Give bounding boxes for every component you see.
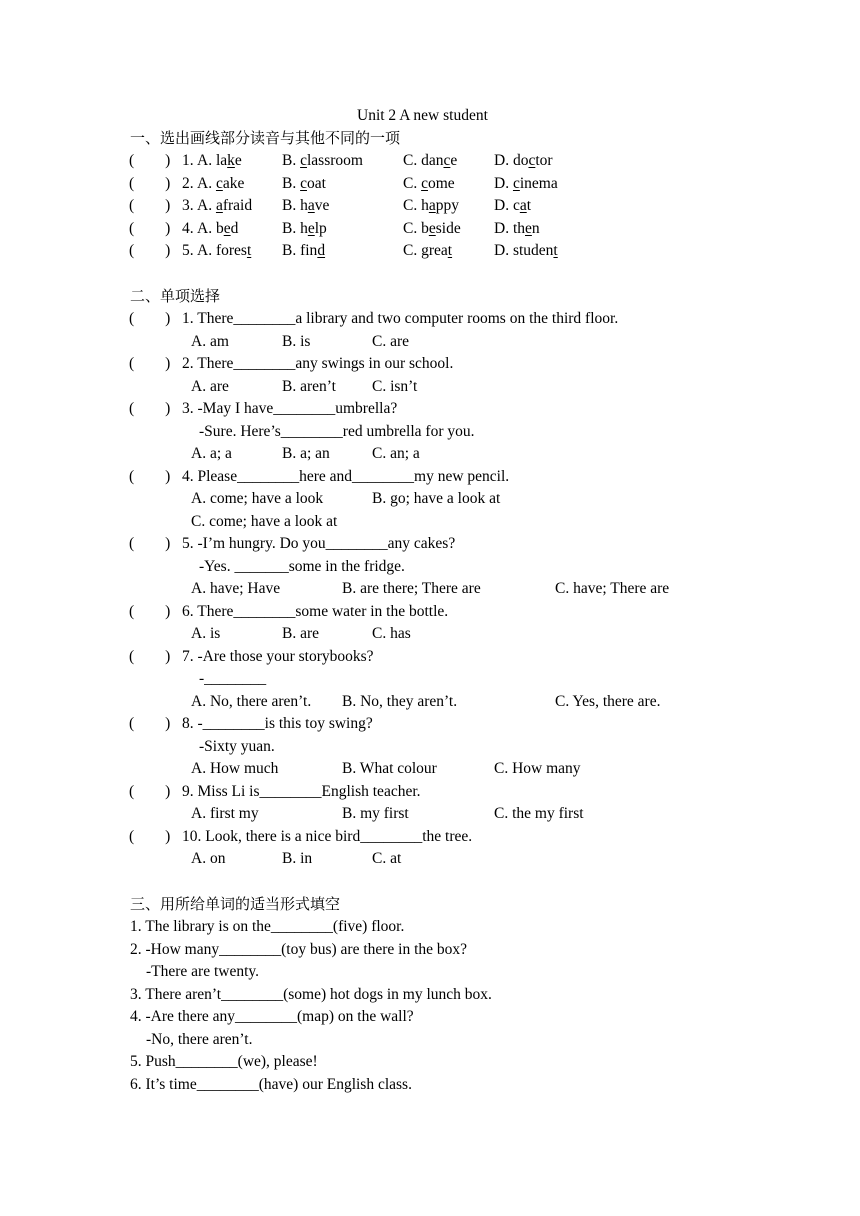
dialogue-line: -Yes. _______some in the fridge.: [199, 557, 405, 575]
fill-in-line: -No, there aren’t.: [146, 1030, 253, 1048]
underlined-letters: t: [553, 242, 558, 259]
choice-option: B. What colour: [342, 760, 437, 777]
dialogue-line: -Sure. Here’s________red umbrella for you.: [199, 422, 475, 440]
option-b: B. find: [282, 242, 326, 259]
choice-option: C. Yes, there are.: [555, 692, 661, 710]
underlined-letters: k: [227, 152, 235, 169]
answer-blank: ( ): [129, 174, 171, 192]
section-1-heading: 一、选出画线部分读音与其他不同的一项: [130, 129, 401, 147]
choice-option: B. are there; There are: [342, 580, 481, 597]
question-text: 10. Look, there is a nice bird________the tree.: [182, 827, 473, 845]
underlined-letters: t: [246, 242, 252, 259]
underlined-letters: c: [443, 152, 451, 169]
option-a: A. bed: [197, 219, 239, 237]
option-c: C. happy: [403, 197, 459, 214]
section-2-heading: 二、单项选择: [130, 287, 221, 305]
choice-option: C. an; a: [372, 445, 420, 462]
answer-blank: ( ): [129, 242, 171, 259]
choice-option: C. at: [372, 850, 402, 867]
fill-in-line: 4. -Are there any________(map) on the wall?: [130, 1008, 414, 1025]
option-b: B. help: [282, 219, 327, 237]
question-text: 9. Miss Li is________English teacher.: [182, 782, 421, 800]
question-text: 3. -May I have________umbrella?: [182, 400, 398, 417]
answer-blank: ( ): [129, 535, 171, 552]
answer-blank: ( ): [129, 400, 171, 417]
choice-option: A. first my: [191, 805, 259, 822]
choice-option: B. is: [282, 332, 311, 350]
option-b: B. classroom: [282, 152, 363, 169]
option-c: C. great: [403, 242, 453, 259]
option-d: D. cat: [494, 197, 532, 214]
option-d: D. cinema: [494, 174, 558, 192]
choice-option: A. am: [191, 332, 229, 350]
underlined-letters: e: [223, 219, 231, 237]
choice-option: B. in: [282, 850, 313, 867]
answer-blank: ( ): [129, 219, 171, 237]
option-d: D. then: [494, 219, 540, 237]
choice-option: C. are: [372, 332, 410, 350]
underlined-letters: c: [215, 174, 223, 192]
question-text: 5. -I’m hungry. Do you________any cakes?: [182, 535, 456, 552]
answer-blank: ( ): [129, 310, 171, 327]
question-text: 4. Please________here and________my new pencil.: [182, 467, 510, 485]
choice-option: B. are: [282, 625, 320, 642]
choice-option: C. have; There are: [555, 580, 670, 597]
dialogue-line: -________: [199, 670, 267, 687]
option-d: D. student: [494, 242, 558, 259]
underlined-letters: c: [300, 174, 307, 192]
underlined-letters: a: [215, 197, 223, 214]
option-c: C. come: [403, 174, 455, 192]
fill-in-line: 1. The library is on the________(five) floor.: [130, 918, 405, 935]
choice-option: A. is: [191, 625, 221, 642]
choice-option: B. go; have a look at: [372, 490, 501, 507]
underlined-letters: a: [519, 197, 527, 214]
underlined-letters: a: [307, 197, 315, 214]
question-text: 7. -Are those your storybooks?: [182, 647, 374, 665]
underlined-letters: c: [421, 174, 428, 192]
underlined-letters: c: [300, 152, 307, 169]
question-text: 2. There________any swings in our school.: [182, 355, 454, 372]
choice-option: B. No, they aren’t.: [342, 692, 458, 710]
underlined-letters: t: [447, 242, 453, 259]
fill-in-line: 6. It’s time________(have) our English class.: [130, 1075, 412, 1093]
fill-in-line: -There are twenty.: [146, 963, 260, 980]
option-c: C. beside: [403, 219, 461, 237]
choice-option: A. No, there aren’t.: [191, 692, 312, 710]
question-number: 5.: [182, 242, 194, 259]
fill-in-line: 5. Push________(we), please!: [130, 1053, 318, 1070]
question-text: 6. There________some water in the bottle.: [182, 602, 449, 620]
question-number: 2.: [182, 174, 194, 192]
underlined-letters: e: [428, 219, 436, 237]
option-b: B. have: [282, 197, 330, 214]
choice-option: A. are: [191, 377, 229, 395]
answer-blank: ( ): [129, 467, 171, 485]
choice-option: B. my first: [342, 805, 409, 822]
option-a: A. afraid: [197, 197, 253, 214]
choice-option: A. have; Have: [191, 580, 281, 597]
page-title: Unit 2 A new student: [357, 107, 488, 124]
option-a: A. lake: [197, 152, 242, 169]
question-number: 4.: [182, 219, 194, 237]
option-b: B. coat: [282, 174, 326, 192]
choice-option: A. on: [191, 850, 226, 867]
choice-option: C. isn’t: [372, 377, 418, 395]
option-a: A. cake: [197, 174, 245, 192]
choice-option: B. a; an: [282, 445, 330, 462]
underlined-letters: c: [512, 174, 520, 192]
option-a: A. forest: [197, 242, 252, 259]
question-number: 1.: [182, 152, 194, 169]
fill-in-line: 2. -How many________(toy bus) are there in the box?: [130, 940, 468, 958]
answer-blank: ( ): [129, 715, 171, 732]
answer-blank: ( ): [129, 152, 171, 169]
answer-blank: ( ): [129, 827, 171, 845]
underlined-letters: d: [317, 242, 326, 259]
underlined-letters: e: [307, 219, 315, 237]
option-c: C. dance: [403, 152, 458, 169]
answer-blank: ( ): [129, 355, 171, 372]
choice-option: B. aren’t: [282, 377, 336, 395]
answer-blank: ( ): [129, 602, 171, 620]
underlined-letters: e: [525, 219, 532, 237]
choice-option: A. a; a: [191, 445, 232, 462]
fill-in-line: 3. There aren’t________(some) hot dogs in my lunch box.: [130, 985, 492, 1003]
answer-blank: ( ): [129, 197, 171, 214]
dialogue-line: -Sixty yuan.: [199, 737, 275, 755]
option-d: D. doctor: [494, 152, 553, 169]
choice-option: C. has: [372, 625, 411, 642]
choice-option: C. the my first: [494, 805, 584, 822]
choice-option: C. come; have a look at: [191, 512, 338, 530]
choice-option: A. come; have a look: [191, 490, 324, 507]
choice-option: C. How many: [494, 760, 581, 777]
answer-blank: ( ): [129, 647, 171, 665]
section-3-heading: 三、用所给单词的适当形式填空: [130, 895, 341, 913]
underlined-letters: c: [528, 152, 536, 169]
choice-option: A. How much: [191, 760, 279, 777]
question-number: 3.: [182, 197, 194, 214]
underlined-letters: a: [428, 197, 436, 214]
answer-blank: ( ): [129, 782, 171, 800]
question-text: 1. There________a library and two computer rooms on the third floor.: [182, 310, 619, 327]
question-text: 8. -________is this toy swing?: [182, 715, 373, 732]
